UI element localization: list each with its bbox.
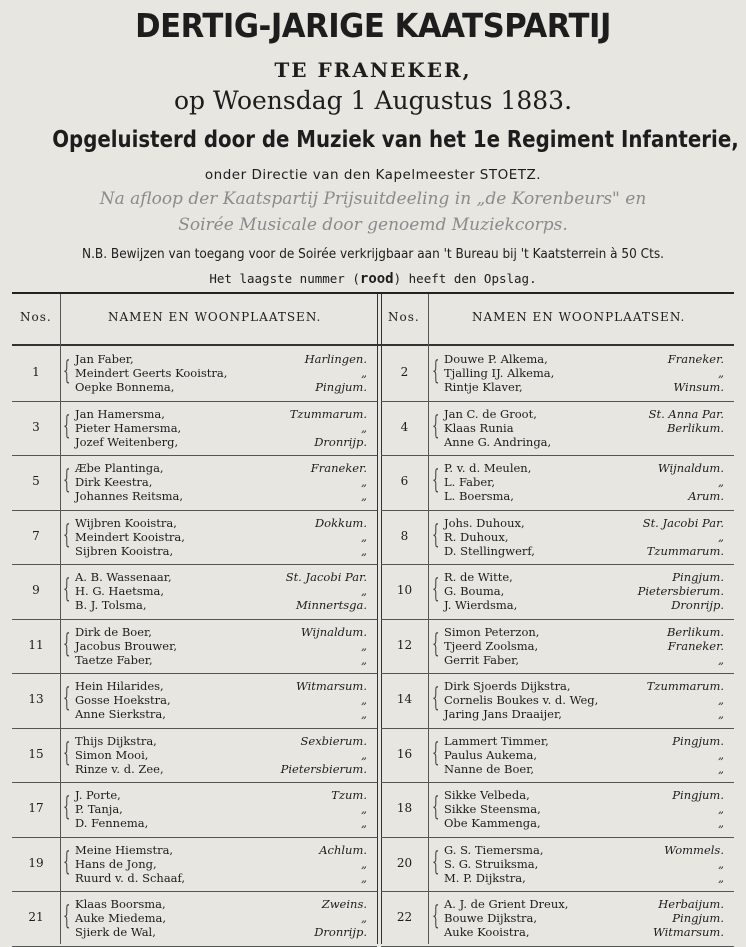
brace-icon: {	[63, 628, 71, 659]
player-name: Klaas Boorsma,	[75, 897, 166, 911]
player-place: Harlingen.	[304, 352, 367, 366]
player-place: Dokkum.	[314, 515, 367, 530]
player-name: Meine Hiemstra,	[75, 842, 174, 857]
player-place: „	[361, 707, 367, 721]
poster-title: DERTIG-JARIGE KAATSPARTIJ	[135, 6, 611, 45]
player-place: Pingjum.	[672, 733, 724, 748]
player-place: „	[718, 366, 724, 380]
player-place: „	[361, 543, 367, 558]
player-name: Hans de Jong,	[75, 856, 157, 871]
table-row	[381, 510, 734, 566]
player-name: L. Boersma,	[444, 489, 514, 503]
player-name: Hein Hilarides,	[75, 679, 164, 693]
player-place: Tzummarum.	[289, 406, 367, 421]
player-name: Pieter Hamersma,	[75, 420, 182, 435]
player-place: Pingjum.	[672, 911, 724, 925]
brace-icon: {	[63, 356, 71, 386]
player-name: Gosse Hoekstra,	[75, 693, 171, 707]
player-place: Pingjum.	[672, 788, 724, 802]
brace-icon: {	[432, 846, 440, 877]
player-place: Witmarsum.	[295, 679, 367, 693]
player-name: D. Stellingwerf,	[444, 543, 535, 558]
player-place: „	[718, 475, 724, 489]
brace-icon: {	[432, 356, 440, 386]
table-row	[12, 728, 377, 784]
poster-after-line-1: Na afloop der Kaatspartij Prijsuitdeeling in „de Korenbeurs" en	[99, 189, 647, 209]
col-nos-right: Nos.	[388, 310, 420, 324]
table-row	[381, 673, 734, 729]
row-number: 19	[28, 855, 44, 870]
player-place: Pietersbierum.	[280, 761, 367, 776]
row-number: 7	[32, 528, 40, 543]
note-pre: Het laagste nummer (	[209, 271, 360, 286]
player-name: Dirk de Boer,	[75, 624, 152, 639]
player-name: Sikke Velbeda,	[444, 788, 530, 802]
table-row	[381, 837, 734, 893]
brace-icon: {	[432, 792, 440, 822]
player-name: R. de Witte,	[444, 570, 513, 584]
table-row	[12, 510, 377, 566]
player-name: Cornelis Boukes v. d. Weg,	[444, 693, 599, 707]
row-number: 1	[32, 365, 40, 379]
player-name: Douwe P. Alkema,	[444, 352, 548, 366]
player-name: Jan Faber,	[75, 352, 134, 366]
player-name: J. Wierdsma,	[444, 598, 518, 612]
player-place: Arum.	[688, 489, 724, 503]
brace-icon: {	[63, 792, 71, 822]
player-name: Lammert Timmer,	[444, 733, 549, 748]
player-name: Klaas Runia	[444, 420, 514, 435]
player-name: Jan Hamersma,	[75, 406, 165, 421]
poster-after-line-2: Soirée Musicale door genoemd Muziekcorps.	[178, 215, 568, 235]
player-place: St. Anna Par.	[648, 406, 724, 421]
player-place: Minnertsga.	[296, 598, 367, 612]
player-place: „	[718, 761, 724, 776]
table-row	[381, 782, 734, 838]
player-place: „	[718, 747, 724, 762]
player-place: Winsum.	[673, 380, 724, 394]
row-number: 11	[28, 637, 44, 652]
player-place: „	[718, 652, 724, 667]
brace-icon: {	[63, 683, 71, 713]
player-name: Ruurd v. d. Schaaf,	[75, 870, 186, 885]
player-name: S. G. Struiksma,	[444, 856, 539, 871]
poster-location: TE FRANEKER,	[274, 58, 472, 82]
poster-note	[0, 271, 746, 287]
player-name: J. Porte,	[75, 788, 121, 802]
player-place: Franeker.	[310, 461, 367, 475]
player-place: „	[361, 693, 367, 707]
player-name: L. Faber,	[444, 475, 496, 489]
player-name: A. J. de Grient Dreux,	[444, 897, 569, 911]
player-place: „	[718, 529, 724, 544]
poster-nb: N.B. Bewijzen van toegang voor de Soirée verkrijgbaar aan 't Bureau bij 't Kaatsterrein à 50 Cts.	[82, 247, 664, 262]
player-place: „	[361, 747, 367, 762]
player-place: Tzum.	[331, 788, 367, 802]
player-name: H. G. Haetsma,	[75, 584, 165, 598]
player-place: Franeker.	[667, 352, 724, 366]
table-row	[381, 891, 734, 947]
player-name: P. v. d. Meulen,	[444, 461, 532, 475]
col-names-right: NAMEN EN WOONPLAATSEN.	[472, 310, 686, 324]
player-place: „	[718, 856, 724, 871]
player-place: Wijnaldum.	[300, 624, 367, 639]
player-place: Dronrijp.	[314, 434, 367, 449]
player-name: A. B. Wassenaar,	[75, 570, 172, 584]
brace-icon: {	[63, 519, 71, 550]
brace-icon: {	[432, 901, 440, 931]
player-name: Simon Peterzon,	[444, 624, 540, 639]
player-place: Pingjum.	[315, 380, 367, 394]
player-place: Achlum.	[319, 842, 367, 857]
table-row	[381, 346, 734, 402]
player-name: G. S. Tiemersma,	[444, 842, 544, 857]
player-place: „	[361, 870, 367, 885]
player-name: Thijs Dijkstra,	[75, 733, 157, 748]
player-place: „	[361, 489, 367, 503]
player-place: Berlikum.	[666, 624, 724, 639]
row-number: 14	[396, 692, 413, 706]
player-name: Jozef Weitenberg,	[75, 434, 179, 449]
player-place: „	[361, 638, 367, 653]
player-name: Paulus Aukema,	[444, 747, 538, 762]
col-nos-left: Nos.	[20, 310, 52, 324]
row-number: 13	[28, 692, 44, 706]
table-row	[12, 673, 377, 729]
row-number: 9	[32, 583, 40, 597]
note-post: ) heeft den Opslag.	[393, 271, 537, 286]
player-name: B. J. Tolsma,	[75, 598, 147, 612]
row-number: 22	[396, 910, 413, 924]
table-row	[381, 619, 734, 675]
row-number: 2	[400, 365, 409, 379]
player-name: Auke Miedema,	[75, 911, 166, 925]
row-number: 8	[400, 528, 409, 543]
player-place: Tzummarum.	[646, 543, 724, 558]
brace-icon: {	[432, 628, 440, 659]
player-name: Tjalling IJ. Alkema,	[444, 366, 555, 380]
players-table	[12, 292, 734, 944]
player-name: Dirk Sjoerds Dijkstra,	[444, 679, 571, 693]
table-row	[12, 346, 377, 402]
row-number: 18	[396, 801, 413, 815]
row-number: 21	[28, 910, 44, 924]
brace-icon: {	[432, 410, 440, 441]
table-row	[381, 564, 734, 620]
table-row	[12, 891, 377, 947]
brace-icon: {	[63, 574, 71, 604]
brace-icon: {	[63, 901, 71, 931]
player-place: „	[718, 870, 724, 885]
player-name: P. Tanja,	[75, 802, 123, 816]
player-place: „	[361, 816, 367, 830]
table-row	[12, 619, 377, 675]
player-name: Simon Mooi,	[75, 747, 149, 762]
row-number: 5	[32, 474, 40, 488]
table-row	[381, 401, 734, 457]
player-place: Herbaijum.	[658, 897, 724, 911]
player-name: Rintje Klaver,	[444, 380, 523, 394]
player-place: „	[361, 529, 367, 544]
player-name: Wijbren Kooistra,	[75, 515, 177, 530]
player-place: Pingjum.	[672, 570, 724, 584]
player-place: „	[361, 584, 367, 598]
brace-icon: {	[432, 737, 440, 768]
player-name: G. Bouma,	[444, 584, 505, 598]
player-place: „	[361, 366, 367, 380]
player-name: Dirk Keestra,	[75, 475, 153, 489]
player-name: Anne Sierkstra,	[75, 707, 166, 721]
player-name: Sjierk de Wal,	[75, 925, 156, 939]
player-place: Dronrijp.	[314, 925, 367, 939]
player-place: Sexbierum.	[300, 733, 367, 748]
player-name: Meindert Kooistra,	[75, 529, 185, 544]
player-place: „	[361, 475, 367, 489]
player-name: Rinze v. d. Zee,	[75, 761, 164, 776]
player-place: Witmarsum.	[652, 925, 724, 939]
poster-music: Opgeluisterd door de Muziek van het 1e Regiment Infanterie,	[52, 127, 739, 153]
player-place: „	[718, 693, 724, 707]
player-name: R. Duhoux,	[444, 529, 509, 544]
table-row	[12, 782, 377, 838]
brace-icon: {	[432, 465, 440, 495]
brace-icon: {	[432, 519, 440, 550]
player-name: Nanne de Boer,	[444, 761, 535, 776]
row-number: 15	[28, 746, 44, 761]
row-number: 3	[32, 419, 40, 434]
player-place: St. Jacobi Par.	[285, 570, 367, 584]
table-row	[12, 401, 377, 457]
player-place: „	[361, 802, 367, 816]
table-header	[12, 294, 734, 346]
player-name: Jaring Jans Draaijer,	[444, 707, 562, 721]
table-row	[12, 564, 377, 620]
player-place: Zweins.	[321, 897, 367, 911]
col-names-left: NAMEN EN WOONPLAATSEN.	[108, 310, 322, 324]
player-name: D. Fennema,	[75, 816, 149, 830]
row-number: 6	[400, 474, 409, 488]
player-place: „	[361, 911, 367, 925]
player-name: M. P. Dijkstra,	[444, 870, 526, 885]
player-place: Wommels.	[664, 842, 724, 857]
player-name: Gerrit Faber,	[444, 652, 520, 667]
player-place: „	[718, 802, 724, 816]
player-place: Pietersbierum.	[637, 584, 724, 598]
player-name: Johannes Reitsma,	[75, 489, 184, 503]
player-name: Taetze Faber,	[75, 652, 153, 667]
player-place: „	[718, 707, 724, 721]
row-number: 16	[396, 746, 413, 761]
player-name: Tjeerd Zoolsma,	[444, 638, 539, 653]
player-place: Franeker.	[667, 638, 724, 653]
player-name: Oepke Bonnema,	[75, 380, 175, 394]
player-place: „	[718, 816, 724, 830]
player-name: Sijbren Kooistra,	[75, 543, 174, 558]
player-place: „	[361, 420, 367, 435]
player-name: Auke Kooistra,	[444, 925, 530, 939]
player-name: Jacobus Brouwer,	[75, 638, 177, 653]
brace-icon: {	[63, 846, 71, 877]
player-name: Jan C. de Groot,	[444, 406, 537, 421]
row-number: 12	[396, 637, 413, 652]
player-name: Bouwe Dijkstra,	[444, 911, 538, 925]
player-place: Wijnaldum.	[657, 461, 724, 475]
player-place: „	[361, 856, 367, 871]
poster-date: op Woensdag 1 Augustus 1883.	[173, 86, 573, 115]
row-number: 20	[396, 855, 413, 870]
player-place: St. Jacobi Par.	[642, 515, 724, 530]
row-number: 17	[28, 801, 44, 815]
player-name: Johs. Duhoux,	[444, 515, 525, 530]
player-name: Æbe Plantinga,	[75, 461, 164, 475]
player-name: Sikke Steensma,	[444, 802, 541, 816]
note-bold: rood	[359, 271, 394, 287]
table-row	[12, 837, 377, 893]
brace-icon: {	[432, 683, 440, 713]
row-number: 4	[400, 419, 409, 434]
player-name: Anne G. Andringa,	[444, 434, 552, 449]
table-row	[381, 728, 734, 784]
brace-icon: {	[63, 465, 71, 495]
player-name: Meindert Geerts Kooistra,	[75, 366, 228, 380]
player-place: Dronrijp.	[671, 598, 724, 612]
player-name: Obe Kammenga,	[444, 816, 541, 830]
poster-direction: onder Directie van den Kapelmeester STOETZ.	[204, 167, 542, 183]
table-row	[12, 455, 377, 511]
brace-icon: {	[63, 410, 71, 441]
player-place: Tzummarum.	[646, 679, 724, 693]
player-place: „	[361, 652, 367, 667]
brace-icon: {	[432, 574, 440, 604]
player-place: Berlikum.	[666, 420, 724, 435]
table-row	[381, 455, 734, 511]
row-number: 10	[396, 583, 413, 597]
brace-icon: {	[63, 737, 71, 768]
